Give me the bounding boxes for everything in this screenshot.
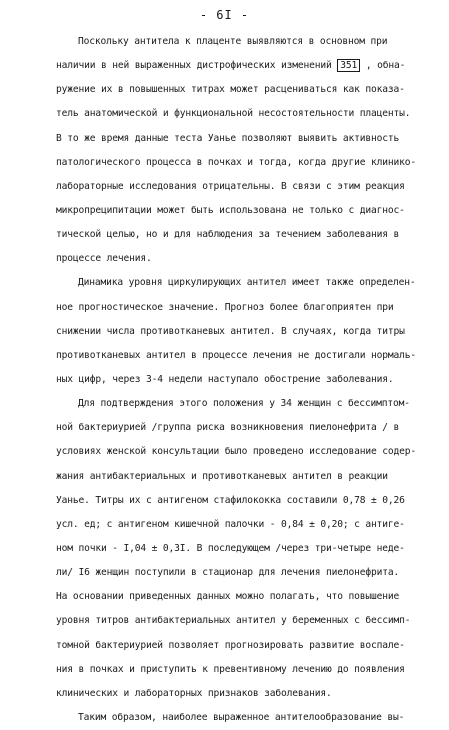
- line-text: ружение их в повышенных титрах может расцениваться как показа-: [56, 84, 405, 96]
- line-text: томной бактериурией позволяет прогнозировать развитие воспале-: [56, 639, 405, 651]
- line-text: лабораторные исследования отрицательны. В связи с этим реакция: [56, 180, 405, 192]
- text-line: [56, 344, 446, 368]
- text-line: [56, 465, 446, 489]
- text-line: [56, 247, 446, 271]
- line-text: усл. ед; с антигеном кишечной палочки - 0,84 ± 0,20; с антиге-: [56, 518, 405, 530]
- text-line: [56, 706, 446, 730]
- line-text: На основании приведенных данных можно полагать, что повышение: [56, 591, 400, 603]
- line-text: процессе лечения.: [56, 253, 152, 265]
- text-line: [56, 78, 446, 102]
- line-text-before-citation: наличии в ней выраженных дистрофических изменений: [56, 60, 338, 72]
- text-line: [56, 368, 446, 392]
- text-line: [56, 392, 446, 416]
- line-text: противотканевых антител в процессе лечения не достигали нормаль-: [56, 349, 417, 361]
- line-text: ном почки - I,04 ± 0,3I. В последующем /через три-четыре неде-: [56, 542, 405, 554]
- citation-reference: 351: [337, 59, 360, 72]
- line-text: Динамика уровня циркулирующих антител имеет также определен-: [78, 277, 416, 289]
- text-line: [56, 30, 446, 54]
- text-line: [56, 585, 446, 609]
- line-text: Поскольку антитела к плаценте выявляются в основном при: [78, 36, 388, 47]
- text-line: [56, 102, 446, 126]
- line-text: ли/ I6 женщин поступили в стационар для лечения пиелонефрита.: [56, 567, 400, 579]
- text-line: [56, 440, 446, 464]
- body-text: [56, 30, 446, 730]
- line-text: уровня титров антибактериальных антител у беременных с бессимп-: [56, 615, 411, 627]
- line-text: патологического процесса в почках и тогда, когда другие клинико-: [56, 156, 417, 168]
- text-line: [56, 271, 446, 295]
- text-line: [56, 127, 446, 151]
- text-line: [56, 537, 446, 561]
- line-text: тель анатомической и функциональной несостоятельности плаценты.: [56, 108, 411, 120]
- line-text-after-citation: , обна-: [360, 60, 406, 72]
- line-text: условиях женской консультации было проведено исследование содер-: [56, 446, 417, 458]
- text-line: [56, 609, 446, 633]
- line-text: ных цифр, через 3-4 недели наступало обострение заболевания.: [56, 373, 394, 385]
- text-line: [56, 223, 446, 247]
- line-text: ное прогностическое значение. Прогноз более благоприятен при: [56, 301, 394, 313]
- line-text: снижении числа противотканевых антител. В случаях, когда титры: [56, 325, 405, 337]
- text-line: [56, 296, 446, 320]
- line-text: В то же время данные теста Уанье позволяют выявить активность: [56, 132, 400, 144]
- text-line: [56, 513, 446, 537]
- text-line: [56, 151, 446, 175]
- line-text: ной бактериурией /группа риска возникновения пиелонефрита / в: [56, 422, 400, 434]
- line-text: клинических и лабораторных признаков заболевания.: [56, 687, 332, 699]
- line-text: Таким образом, наиболее выраженное антителообразование вы-: [78, 711, 405, 723]
- text-line: [56, 54, 446, 78]
- text-line: [56, 489, 446, 513]
- text-line: [56, 416, 446, 440]
- text-line: [56, 175, 446, 199]
- text-line: [56, 634, 446, 658]
- line-text: микропреципитации может быть использована не только с диагнос-: [56, 204, 405, 216]
- line-text: ния в почках и приступить к превентивному лечению до появления: [56, 663, 405, 675]
- text-line: [56, 320, 446, 344]
- page-number: - 6I -: [199, 8, 250, 22]
- line-text: жания антибактериальных и противотканевых антител в реакции: [56, 470, 388, 482]
- text-line: [56, 658, 446, 682]
- text-line: [56, 199, 446, 223]
- line-text: Уанье. Титры их с антигеном стафилококка составили 0,78 ± 0,26: [56, 494, 405, 506]
- text-line: [56, 682, 446, 706]
- text-line: [56, 561, 446, 585]
- line-text: Для подтверждения этого положения у 34 женщин с бессимптом-: [78, 398, 410, 410]
- line-text: тической целью, но и для наблюдения за течением заболевания в: [56, 229, 400, 241]
